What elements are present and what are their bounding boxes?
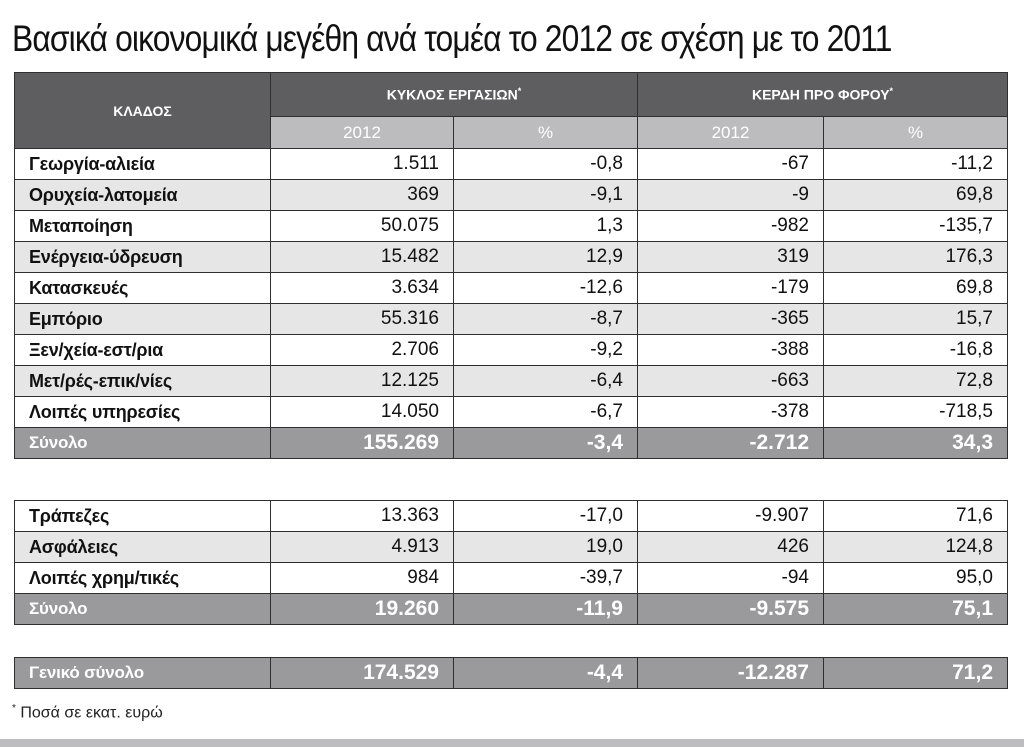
row-label: Μεταποίηση (15, 211, 271, 242)
table-row (15, 304, 1008, 335)
value-cell: -9,2 (454, 335, 638, 366)
value-cell: 72,8 (824, 366, 1008, 397)
value-cell: 155.269 (271, 428, 454, 459)
asterisk: * (889, 86, 894, 97)
asterisk: * (517, 86, 522, 97)
column-group-kerdi-label: ΚΕΡΔΗ ΠΡΟ ΦΟΡΟΥ (751, 86, 890, 103)
value-cell: 71,6 (824, 501, 1008, 532)
value-cell: 50.075 (271, 211, 454, 242)
table-row (15, 211, 1008, 242)
value-cell: -39,7 (454, 563, 638, 594)
value-cell: 75,1 (824, 594, 1008, 625)
value-cell: -9.907 (638, 501, 824, 532)
value-cell: 95,0 (824, 563, 1008, 594)
column-group-kerdi (638, 73, 1008, 117)
total-row (15, 658, 1008, 689)
table-header (14, 72, 1008, 149)
table-row (15, 180, 1008, 211)
value-cell: 984 (271, 563, 454, 594)
value-cell: 2.706 (271, 335, 454, 366)
table-row (15, 501, 1008, 532)
row-label: Εμπόριο (15, 304, 271, 335)
value-cell: -8,7 (454, 304, 638, 335)
value-cell: 319 (638, 242, 824, 273)
value-cell: -663 (638, 366, 824, 397)
column-group-kyklos (271, 73, 638, 117)
row-label: Γεωργία-αλιεία (15, 149, 271, 180)
subheader-cell: 2012 (638, 117, 824, 149)
value-cell: -67 (638, 149, 824, 180)
value-cell: -378 (638, 397, 824, 428)
value-cell: -3,4 (454, 428, 638, 459)
page-title: Βασικά οικονομικά μεγέθη ανά τομέα το 2012 σε σχέση με το 2011 (12, 18, 892, 59)
table-row (15, 397, 1008, 428)
value-cell: -11,9 (454, 594, 638, 625)
value-cell: 176,3 (824, 242, 1008, 273)
footnote-text: Ποσά σε εκατ. ευρώ (15, 704, 163, 722)
value-cell: 69,8 (824, 273, 1008, 304)
row-label: Ορυχεία-λατομεία (15, 180, 271, 211)
table-row (15, 532, 1008, 563)
table-section-2 (14, 500, 1008, 625)
value-cell: 426 (638, 532, 824, 563)
value-cell: 19.260 (271, 594, 454, 625)
subheader-cell: % (454, 117, 638, 149)
row-label: Λοιπές υπηρεσίες (15, 397, 271, 428)
table-row (15, 273, 1008, 304)
subheader-cell: 2012 (271, 117, 454, 149)
value-cell: 34,3 (824, 428, 1008, 459)
table-row (15, 242, 1008, 273)
table-section-1 (14, 148, 1008, 459)
value-cell: 124,8 (824, 532, 1008, 563)
value-cell: 12,9 (454, 242, 638, 273)
value-cell: 4.913 (271, 532, 454, 563)
table-row (15, 149, 1008, 180)
value-cell: -365 (638, 304, 824, 335)
value-cell: -135,7 (824, 211, 1008, 242)
bottom-divider (0, 739, 1024, 747)
table-grand-total (14, 657, 1008, 689)
value-cell: -179 (638, 273, 824, 304)
row-label: Ξεν/χεία-εστ/ρια (15, 335, 271, 366)
row-label: Σύνολο (15, 594, 271, 625)
total-row (15, 428, 1008, 459)
value-cell: -11,2 (824, 149, 1008, 180)
value-cell: -2.712 (638, 428, 824, 459)
column-group-kyklos-label: ΚΥΚΛΟΣ ΕΡΓΑΣΙΩΝ (386, 86, 518, 103)
value-cell: 13.363 (271, 501, 454, 532)
value-cell: -718,5 (824, 397, 1008, 428)
value-cell: -982 (638, 211, 824, 242)
footnote-asterisk: * (12, 703, 16, 714)
value-cell: 19,0 (454, 532, 638, 563)
value-cell: 3.634 (271, 273, 454, 304)
column-header-klados: ΚΛΑΔΟΣ (15, 73, 271, 149)
value-cell: -17,0 (454, 501, 638, 532)
value-cell: -0,8 (454, 149, 638, 180)
row-label: Λοιπές χρημ/τικές (15, 563, 271, 594)
footnote (12, 703, 163, 722)
row-label: Γενικό σύνολο (15, 658, 271, 689)
value-cell: 12.125 (271, 366, 454, 397)
total-row (15, 594, 1008, 625)
value-cell: 369 (271, 180, 454, 211)
value-cell: 71,2 (824, 658, 1008, 689)
row-label: Ενέργεια-ύδρευση (15, 242, 271, 273)
value-cell: 55.316 (271, 304, 454, 335)
value-cell: 15,7 (824, 304, 1008, 335)
row-label: Τράπεζες (15, 501, 271, 532)
value-cell: -9,1 (454, 180, 638, 211)
value-cell: 1,3 (454, 211, 638, 242)
row-label: Σύνολο (15, 428, 271, 459)
value-cell: -6,4 (454, 366, 638, 397)
value-cell: 15.482 (271, 242, 454, 273)
table-row (15, 563, 1008, 594)
value-cell: -16,8 (824, 335, 1008, 366)
row-label: Μετ/ρές-επικ/νίες (15, 366, 271, 397)
table-row (15, 335, 1008, 366)
value-cell: 69,8 (824, 180, 1008, 211)
value-cell: -388 (638, 335, 824, 366)
table-row (15, 366, 1008, 397)
value-cell: -12,6 (454, 273, 638, 304)
value-cell: -6,7 (454, 397, 638, 428)
value-cell: 174.529 (271, 658, 454, 689)
value-cell: -12.287 (638, 658, 824, 689)
value-cell: -9 (638, 180, 824, 211)
value-cell: -4,4 (454, 658, 638, 689)
value-cell: 1.511 (271, 149, 454, 180)
row-label: Κατασκευές (15, 273, 271, 304)
value-cell: -94 (638, 563, 824, 594)
value-cell: 14.050 (271, 397, 454, 428)
value-cell: -9.575 (638, 594, 824, 625)
subheader-cell: % (824, 117, 1008, 149)
row-label: Ασφάλειες (15, 532, 271, 563)
